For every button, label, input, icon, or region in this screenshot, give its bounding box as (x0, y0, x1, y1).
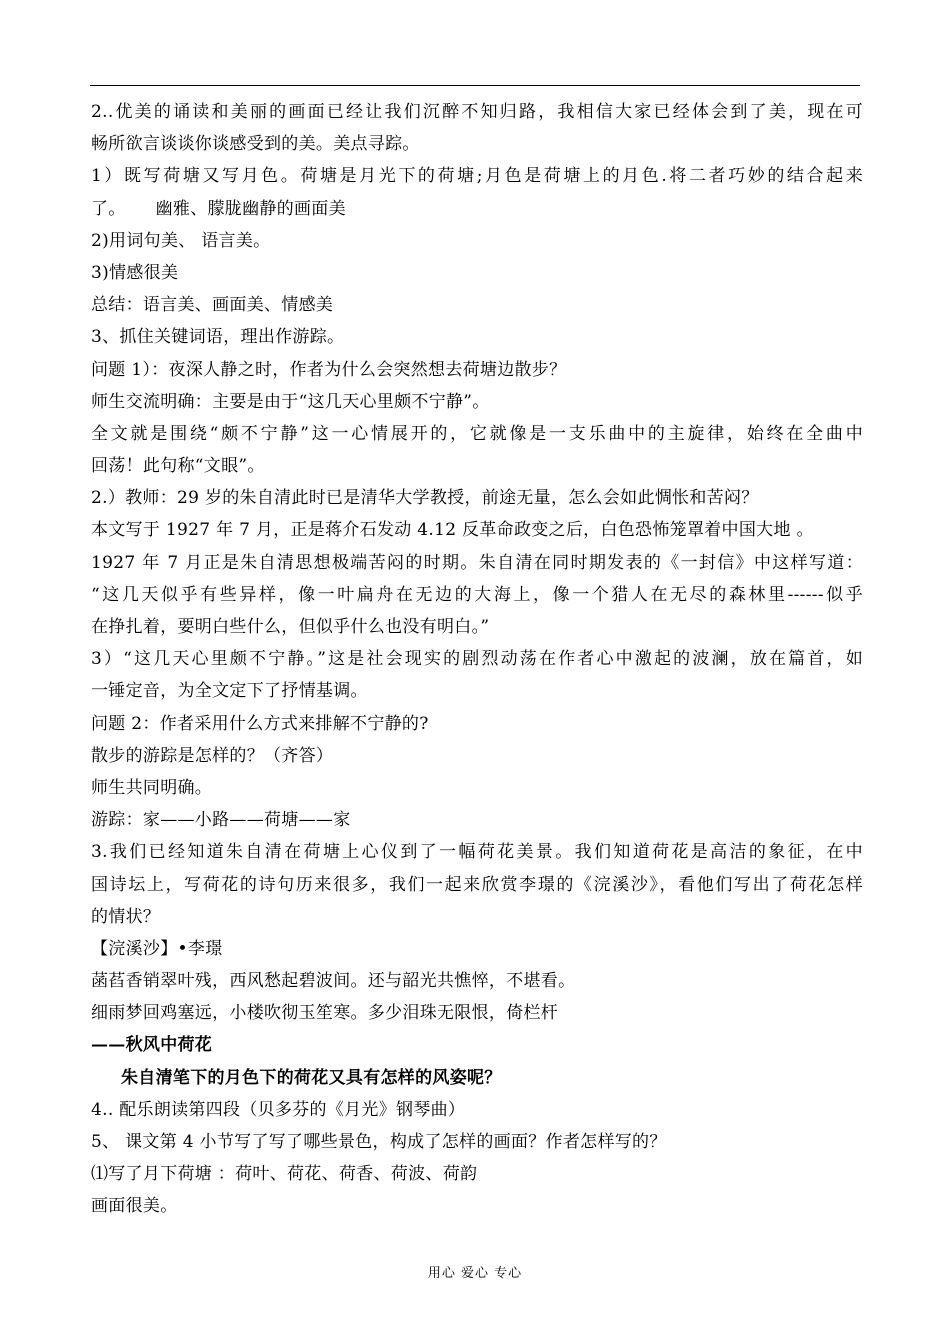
paragraph-line: 师生共同明确。 (91, 777, 213, 798)
paragraph-line (91, 193, 863, 225)
line-segment: 幽雅、朦胧幽静的画面美 (155, 198, 346, 219)
paragraph-line: 2)用词句美、 语言美。 (91, 230, 271, 251)
paragraph-line: 1927 年 7 月正是朱自清思想极端苦闷的时期。朱自清在同时期发表的《一封信》中这样写道： (91, 552, 863, 573)
paragraph-line: 问题 2：作者采用什么方式来排解不宁静的? (91, 713, 429, 734)
paragraph-line: 回荡！此句称“文眼”。 (91, 456, 265, 477)
page-footer: 用心 爱心 专心 (427, 1266, 523, 1281)
paragraph-line: 畅所欲言谈谈你谈感受到的美。美点寻踪。 (91, 134, 420, 155)
paragraph-line: 游踪：家——小路——荷塘——家 (91, 810, 351, 831)
paragraph-line: 2..优美的诵读和美丽的画面已经让我们沉醉不知归路，我相信大家已经体会到了美，现在可 (91, 102, 863, 122)
paragraph-line: 师生交流明确：主要是由于“这几天心里颇不宁静”。 (91, 391, 490, 412)
bold-question: 朱自清笔下的月色下的荷花又具有怎样的风姿呢？ (121, 1067, 502, 1088)
paragraph-line: 问题 1）：夜深人静之时，作者为什么会突然想去荷塘边散步？ (91, 359, 567, 380)
document-body (91, 96, 863, 1223)
paragraph-line: 散步的游踪是怎样的？（齐答） (91, 745, 334, 766)
paragraph-line: 一锤定音，为全文定下了抒情基调。 (91, 681, 368, 702)
paragraph-line: “这几天似乎有些异样，像一叶扁舟在无边的大海上，像一个猎人在无尽的森林里------似乎 (91, 584, 863, 605)
paragraph-line: 总结：语言美、画面美、情感美 (91, 295, 334, 316)
header-rule (90, 85, 860, 86)
paragraph-line: 2.）教师：29 岁的朱自清此时已是清华大学教授，前途无量，怎么会如此惆怅和苦闷？ (91, 488, 759, 509)
paragraph-line: 在挣扎着，要明白些什么，但似乎什么也没有明白。” (91, 617, 490, 637)
poem-line: 细雨梦回鸡塞远，小楼吹彻玉笙寒。多少泪珠无限恨，倚栏杆 (91, 1003, 559, 1024)
paragraph-line: 3.我们已经知道朱自清在荷塘上心仪到了一幅荷花美景。我们知道荷花是高洁的象征，在中 (91, 842, 863, 863)
paragraph-line: 3)情感很美 (91, 262, 179, 283)
paragraph-line: ⑴写了月下荷塘 ：荷叶、荷花、荷香、荷波、荷韵 (91, 1164, 478, 1185)
paragraph-line: 画面很美。 (91, 1196, 178, 1217)
paragraph-line: 1）既写荷塘又写月色。荷塘是月光下的荷塘;月色是荷塘上的月色.将二者巧妙的结合起来 (91, 166, 863, 187)
paragraph-line: 全文就是围绕“颇不宁静”这一心情展开的，它就像是一支乐曲中的主旋律，始终在全曲中 (91, 423, 863, 444)
paragraph-line: 的情状？ (91, 906, 161, 927)
paragraph-line: 3）“这几天心里颇不宁静。”这是社会现实的剧烈动荡在作者心中激起的波澜，放在篇首，如 (91, 649, 863, 670)
paragraph-line: 5、 课文第 4 小节写了写了哪些景色，构成了怎样的画面？作者怎样写的？ (91, 1132, 667, 1152)
paragraph-line: 本文写于 1927 年 7 月，正是蒋介石发动 4.12 反革命政变之后，白色恐怖笼罩着中国大地 。 (91, 520, 814, 541)
poem-title: 【浣溪沙】•李璟 (91, 938, 223, 959)
line-segment: 了。 (91, 198, 126, 219)
poem-caption: ——秋风中荷花 (91, 1035, 213, 1056)
paragraph-line: 3、抓住关键词语，理出作游踪。 (91, 327, 345, 348)
paragraph-line: 4.. 配乐朗读第四段（贝多芬的《月光》钢琴曲） (91, 1099, 466, 1120)
paragraph-line: 国诗坛上，写荷花的诗句历来很多，我们一起来欣赏李璟的《浣溪沙》，看他们写出了荷花怎样 (91, 874, 863, 895)
poem-line: 菡萏香销翠叶残，西风愁起碧波间。还与韶光共憔悴，不堪看。 (91, 971, 576, 992)
